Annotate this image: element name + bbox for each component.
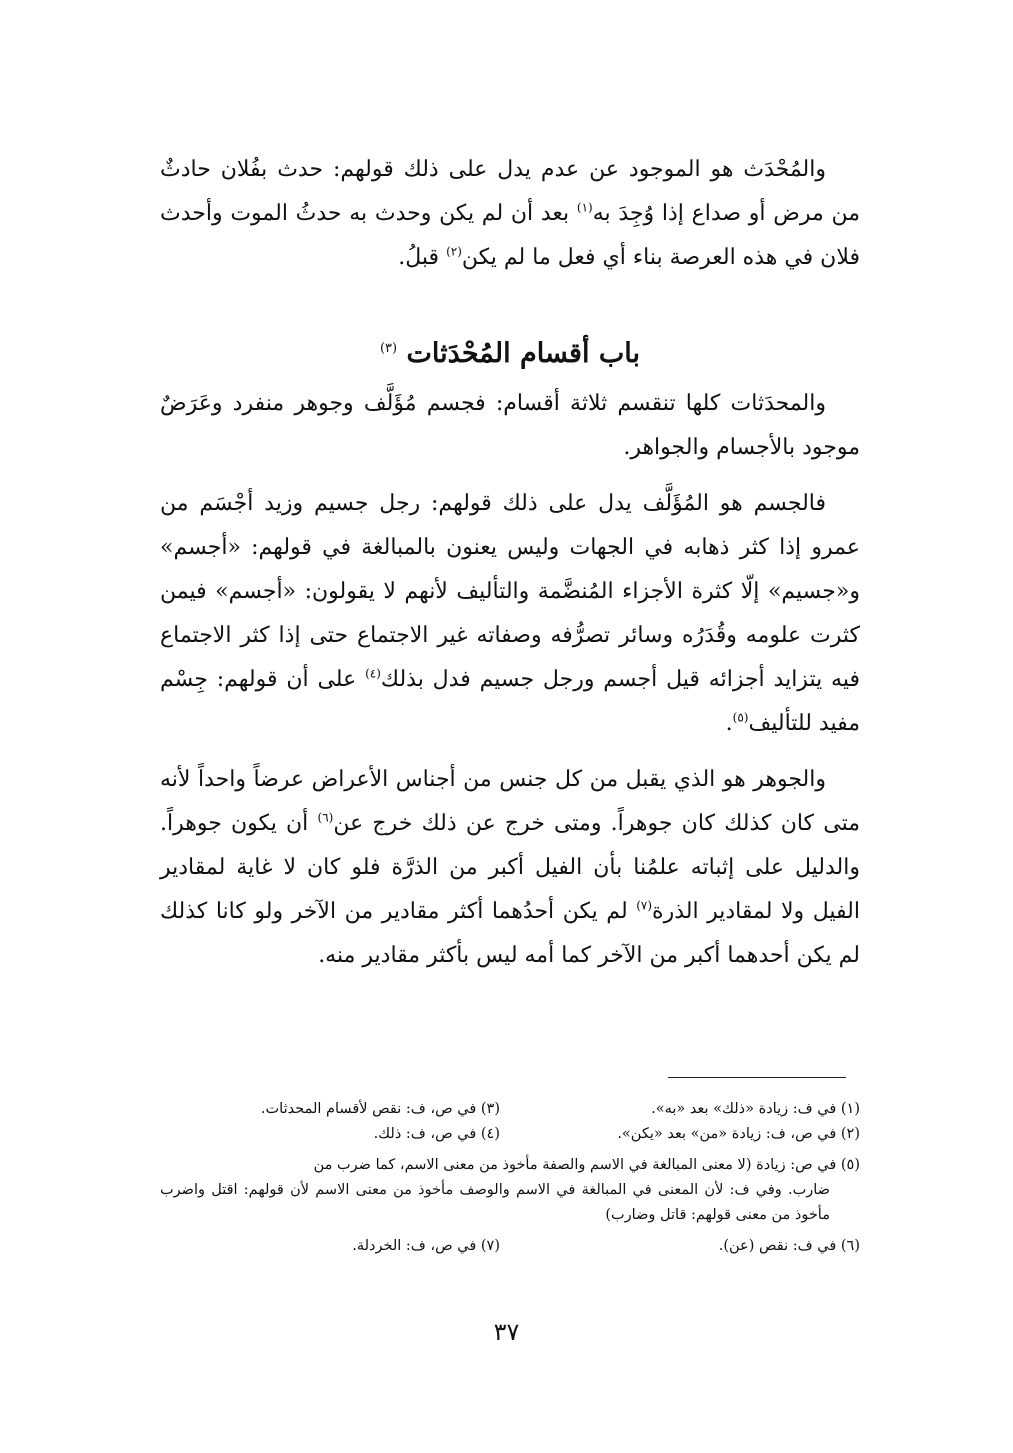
paragraph-substance-definition: والجوهر هو الذي يقبل من كل جنس من أجناس الأعراض عرضاً واحداً لأنه متى كان كذلك كان جوهراً. ومتى خرج عن ذلك خرج عن$^{(٦)}$ أن يكون جوهراً. والدليل على إثباته علمُنا بأن الفيل أكبر من الذرَّة فلو كان لا غاية لمقادير الفيل ولا لمقادير الذرة$^{(٧)}$ لم يكن أحدُهما أكثر مقادير من الآخر ولو كانا كذلك لم يكن أحدهما أكبر من الآخر كما أمه ليس بأكثر مقادير منه. [160, 767, 860, 968]
footnote-ref-4[interactable]: (٤) [365, 666, 381, 681]
paragraph-body-definition: فالجسم هو المُؤَلَّف يدل على ذلك قولهم: رجل جسيم وزيد أجْسَم من عمرو إذا كثر ذهابه في الجهات وليس يعنون بالمبالغة في قولهم: «أجسم» و«جسيم» إلّا كثرة الأجزاء المُنضَّمة والتأليف لأنهم لا يقولون: «أجسم» فيمن كثرت علومه وقُدَرُه وسائر تصرُّفه وصفاته غير الاجتماع حتى إذا كثر الاجتماع فيه يتزايد أجزائه قيل أجسم ورجل جسيم فدل بذلك$^{(٤)}$ على أن قولهم: جِسْم مفيد للتأليف$^{(٥)}$. [160, 491, 861, 736]
footnote-row [160, 1122, 860, 1147]
footnote-6: (٦) في ف: نقص (عن). [718, 1238, 860, 1254]
footnotes [160, 1097, 860, 1259]
footnote-5-continuation: ضارب. وفي ف: لأن المعنى في المبالغة في الاسم والوصف مأخوذ من معنى الاسم لأن قولهم: اقتل واضرب مأخوذ من معنى قولهم: قاتل وضارب) [160, 1182, 830, 1223]
footnote-ref-7[interactable]: (٧) [636, 898, 653, 913]
footnote-row [160, 1234, 860, 1259]
opening-paragraph-block [160, 148, 860, 280]
page-number: ٣٧ [493, 1318, 520, 1346]
footnote-divider [668, 1077, 846, 1078]
footnote-ref-2[interactable]: (٢) [446, 244, 462, 259]
footnote-5-first-line: (٥) في ص: زيادة (لا معنى المبالغة في الاسم والصفة مأخوذ من معنى الاسم، كما ضرب من [313, 1157, 860, 1173]
section-heading: باب أقسام المُحْدَثات $^{(٣)}$ [379, 338, 641, 369]
footnote-3: (٣) في ص، ف: نقص لأقسام المحدثات. [260, 1101, 500, 1117]
footnote-4: (٤) في ص، ف: ذلك. [373, 1126, 500, 1142]
footnote-5 [160, 1153, 860, 1228]
paragraph-divisions: والمحدَثات كلها تنقسم ثلاثة أقسام: فجسم مُؤَلَّف وجوهر منفرد وعَرَضٌ موجود بالأجسام والجواهر. [160, 391, 860, 460]
footnote-ref-3[interactable]: (٣) [379, 341, 398, 356]
footnote-2: (٢) في ص، ف: زيادة «من» بعد «يكن». [617, 1126, 860, 1142]
paragraph-muhdath-definition: والمُحْدَث هو الموجود عن عدم يدل على ذلك قولهم: حدث بفُلان حادثٌ من مرض أو صداع إذا وُجِدَ به$^{(١)}$ بعد أن لم يكن وحدث به حدثُ الموت وأحدث فلان في هذه العرصة بناء أي فعل ما لم يكن$^{(٢)}$ قبلُ. [160, 157, 860, 270]
footnote-7: (٧) في ص، ف: الخردلة. [352, 1238, 500, 1254]
footnote-ref-6[interactable]: (٦) [317, 810, 334, 825]
footnote-ref-5[interactable]: (٥) [732, 710, 749, 725]
footnote-row [160, 1097, 860, 1122]
main-paragraph-block [160, 382, 860, 990]
footnote-ref-1[interactable]: (١) [576, 200, 593, 215]
footnote-1: (١) في ف: زيادة «ذلك» بعد «به». [651, 1101, 860, 1117]
